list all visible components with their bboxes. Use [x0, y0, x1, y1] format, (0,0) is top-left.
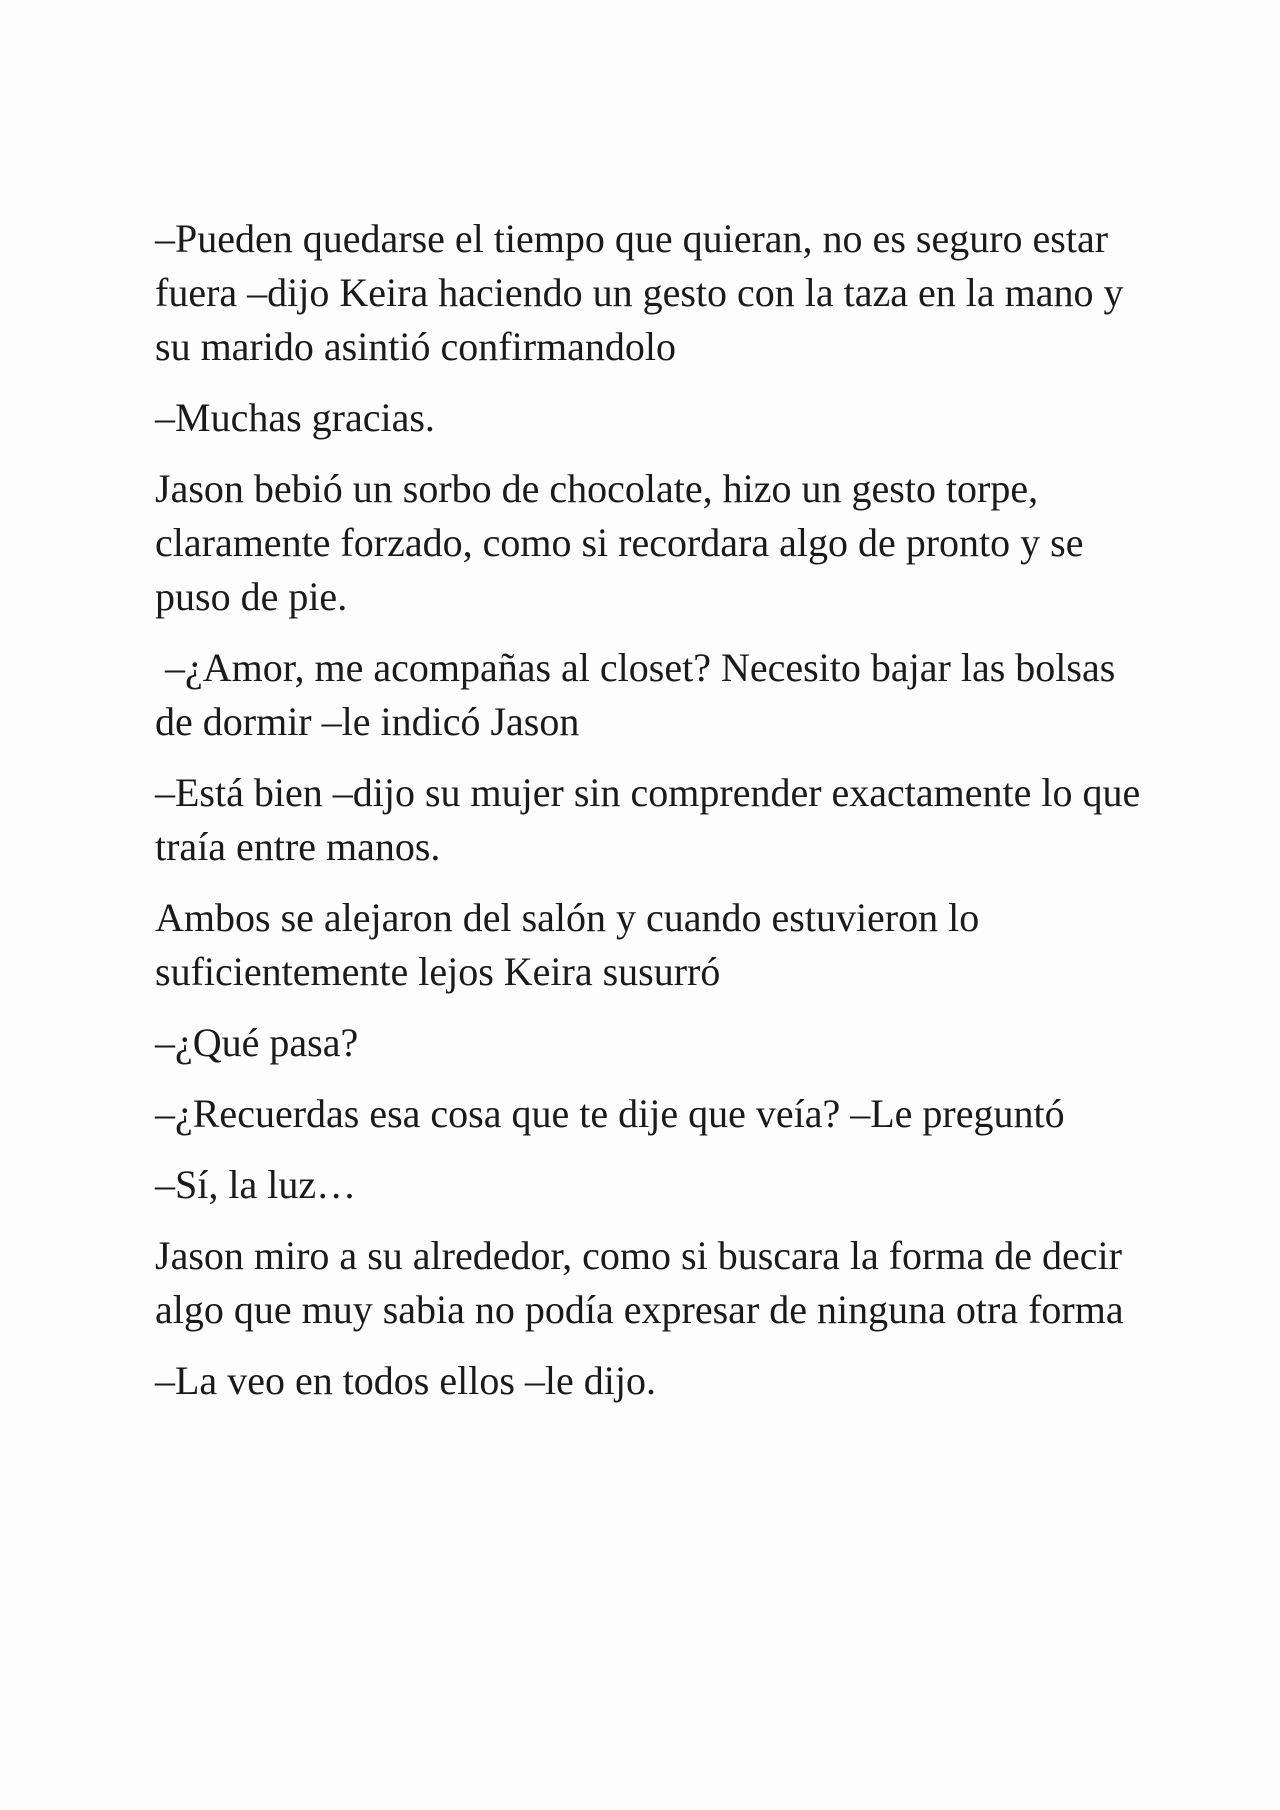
paragraph-6: Ambos se alejaron del salón y cuando estuvieron lo suficientemente lejos Keira susurró	[155, 895, 990, 994]
paragraph-7: –¿Qué pasa?	[155, 1020, 359, 1065]
paragraph-3: Jason bebió un sorbo de chocolate, hizo un gesto torpe, claramente forzado, como si recordara algo de pronto y se puso de pie.	[155, 466, 1094, 619]
paragraph-8: –¿Recuerdas esa cosa que te dije que veía? –Le preguntó	[155, 1091, 1065, 1136]
paragraph-4: –¿Amor, me acompañas al closet? Necesito bajar las bolsas de dormir –le indicó Jason	[155, 645, 1126, 744]
paragraph-10: Jason miro a su alrededor, como si buscara la forma de decir algo que muy sabia no podía expresar de ninguna otra forma	[155, 1233, 1132, 1332]
paragraph-9: –Sí, la luz…	[155, 1162, 357, 1207]
paragraph-2: –Muchas gracias.	[155, 395, 435, 440]
paragraph-1: –Pueden quedarse el tiempo que quieran, no es seguro estar fuera –dijo Keira haciendo un gesto con la taza en la mano y su marido asintió confirmandolo	[155, 216, 1134, 369]
paragraph-11: –La veo en todos ellos –le dijo.	[155, 1358, 657, 1403]
paragraph-5: –Está bien –dijo su mujer sin comprender exactamente lo que traía entre manos.	[155, 770, 1151, 869]
page-text	[155, 212, 1155, 1425]
